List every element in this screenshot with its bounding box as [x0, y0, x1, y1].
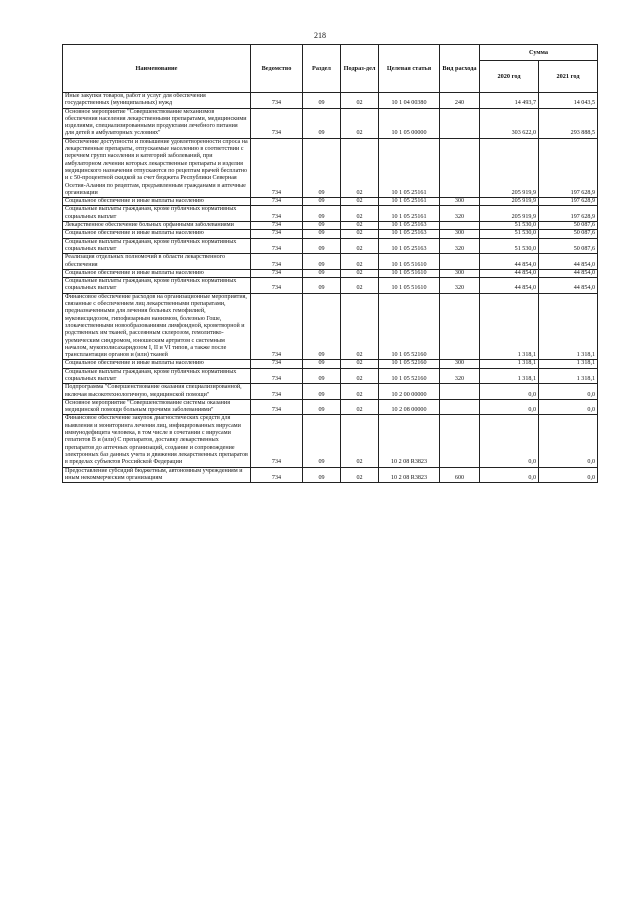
row-target: 10 1 05 52160: [379, 360, 440, 368]
row-target: 10 1 05 52160: [379, 368, 440, 384]
row-name: Основное мероприятие "Совершенствование механизмов обеспечения населения лекарственными препаратами, медицинскими изделиями, специализированными продуктами лечебного питания для детей в амбулаторных условиях": [63, 108, 251, 138]
row-sum-2020: 44 854,0: [480, 269, 539, 277]
row-section: 09: [303, 293, 341, 360]
row-exp-type: [440, 108, 480, 138]
row-name: Лекарственное обеспечение больных орфанными заболеваниями: [63, 222, 251, 230]
row-target: 10 2 00 00000: [379, 384, 440, 400]
row-sum-2021: 44 854,0: [539, 269, 598, 277]
row-target: 10 1 05 25161: [379, 138, 440, 197]
row-sum-2020: 0,0: [480, 384, 539, 400]
row-sum-2020: 51 530,0: [480, 238, 539, 254]
row-target: 10 2 08 00000: [379, 399, 440, 415]
row-name: Иные закупки товаров, работ и услуг для обеспечения государственных (муниципальных) нужд: [63, 93, 251, 109]
row-dept: 734: [251, 206, 303, 222]
row-sum-2020: 0,0: [480, 415, 539, 467]
row-sum-2021: 0,0: [539, 399, 598, 415]
row-sum-2021: 14 043,5: [539, 93, 598, 109]
row-sum-2021: 1 318,1: [539, 293, 598, 360]
row-name: Социальное обеспечение и иные выплаты населению: [63, 269, 251, 277]
row-dept: 734: [251, 138, 303, 197]
row-section: 09: [303, 415, 341, 467]
row-dept: 734: [251, 198, 303, 206]
row-subsection: 02: [341, 360, 379, 368]
row-target: 10 1 05 52160: [379, 293, 440, 360]
row-section: 09: [303, 467, 341, 483]
row-subsection: 02: [341, 230, 379, 238]
row-subsection: 02: [341, 467, 379, 483]
table-row: [63, 384, 598, 400]
row-name: Финансовое обеспечение расходов на организационные мероприятия, связанные с обеспечением лиц лекарственными препаратами, предназначенными для лечения больных гемофилией, муковисцидозом, гипофизарным нанизмом, болезнью Гоше, злокачественными новообразованиями лимфоидной, кроветворной и родственных им тканей, рассеянным склерозом, гемолитико-уремическим синдромом, юношеским артритом с системным началом, мукополисахаридозом I, II и VI типов, а также после трансплантации органов и (или) тканей: [63, 293, 251, 360]
table-row: [63, 198, 598, 206]
table-row: [63, 278, 598, 294]
table-row: [63, 93, 598, 109]
row-exp-type: [440, 384, 480, 400]
row-dept: 734: [251, 230, 303, 238]
row-dept: 734: [251, 415, 303, 467]
row-name: Социальное обеспечение и иные выплаты населению: [63, 198, 251, 206]
row-sum-2021: 197 628,9: [539, 206, 598, 222]
row-target: 10 1 05 51610: [379, 269, 440, 277]
row-section: 09: [303, 384, 341, 400]
row-subsection: 02: [341, 254, 379, 270]
row-target: 10 1 05 25161: [379, 198, 440, 206]
row-sum-2020: 205 919,9: [480, 198, 539, 206]
table-row: [63, 254, 598, 270]
row-sum-2021: 0,0: [539, 384, 598, 400]
row-exp-type: 320: [440, 368, 480, 384]
row-exp-type: 300: [440, 198, 480, 206]
table-row: [63, 206, 598, 222]
row-subsection: 02: [341, 278, 379, 294]
row-target: 10 2 08 R3823: [379, 467, 440, 483]
row-target: 10 1 04 00380: [379, 93, 440, 109]
row-sum-2020: 0,0: [480, 399, 539, 415]
row-section: 09: [303, 108, 341, 138]
row-section: 09: [303, 368, 341, 384]
row-dept: 734: [251, 293, 303, 360]
row-section: 09: [303, 254, 341, 270]
row-dept: 734: [251, 254, 303, 270]
row-sum-2021: 44 854,0: [539, 254, 598, 270]
table-row: [63, 108, 598, 138]
row-section: 09: [303, 238, 341, 254]
row-exp-type: 320: [440, 206, 480, 222]
budget-table: [62, 44, 598, 483]
row-section: 09: [303, 138, 341, 197]
row-dept: 734: [251, 399, 303, 415]
row-sum-2020: 1 318,1: [480, 293, 539, 360]
header-subsection: Подраз-дел: [341, 45, 379, 93]
row-dept: 734: [251, 384, 303, 400]
row-section: 09: [303, 222, 341, 230]
table-row: [63, 138, 598, 197]
row-sum-2021: 50 087,6: [539, 230, 598, 238]
row-subsection: 02: [341, 415, 379, 467]
row-subsection: 02: [341, 384, 379, 400]
row-name: Социальные выплаты гражданам, кроме публичных нормативных социальных выплат: [63, 206, 251, 222]
row-name: Социальные выплаты гражданам, кроме публичных нормативных социальных выплат: [63, 238, 251, 254]
row-sum-2020: 14 493,7: [480, 93, 539, 109]
row-exp-type: [440, 254, 480, 270]
row-exp-type: 300: [440, 230, 480, 238]
page-number: 218: [314, 31, 326, 40]
row-target: 10 2 08 R3823: [379, 415, 440, 467]
row-name: Обеспечение доступности и повышение удовлетворенности спроса на лекарственные препараты, отпускаемые населению в соответствии с перечнем групп населения и категорий заболеваний, при амбулаторном лечении которых лекарственные препараты и изделия медицинского назначения отпускаются по рецептам врачей бесплатно и с 50-процентной скидкой за счет бюджета Республики Северная Осетия-Алания по рецептам, предъявленным гражданами в аптечные организации: [63, 138, 251, 197]
row-exp-type: 600: [440, 467, 480, 483]
table-row: [63, 269, 598, 277]
row-subsection: 02: [341, 108, 379, 138]
table-row: [63, 467, 598, 483]
row-exp-type: 320: [440, 278, 480, 294]
row-section: 09: [303, 230, 341, 238]
row-dept: 734: [251, 222, 303, 230]
row-sum-2020: 1 318,1: [480, 360, 539, 368]
row-sum-2021: 293 888,5: [539, 108, 598, 138]
row-sum-2021: 50 087,6: [539, 238, 598, 254]
row-target: 10 1 05 51610: [379, 278, 440, 294]
table-row: [63, 222, 598, 230]
row-sum-2020: 1 318,1: [480, 368, 539, 384]
row-section: 09: [303, 206, 341, 222]
row-exp-type: [440, 222, 480, 230]
row-subsection: 02: [341, 293, 379, 360]
row-dept: 734: [251, 467, 303, 483]
header-target: Целевая статья: [379, 45, 440, 93]
row-exp-type: 300: [440, 360, 480, 368]
row-dept: 734: [251, 269, 303, 277]
row-exp-type: 240: [440, 93, 480, 109]
header-2021: 2021 год: [539, 61, 598, 93]
row-exp-type: [440, 138, 480, 197]
header-2020: 2020 год: [480, 61, 539, 93]
row-target: 10 1 05 25163: [379, 238, 440, 254]
row-subsection: 02: [341, 222, 379, 230]
row-name: Социальные выплаты гражданам, кроме публичных нормативных социальных выплат: [63, 368, 251, 384]
row-sum-2020: 0,0: [480, 467, 539, 483]
row-sum-2020: 44 854,0: [480, 278, 539, 294]
row-sum-2021: 0,0: [539, 467, 598, 483]
row-section: 09: [303, 269, 341, 277]
table-row: [63, 293, 598, 360]
row-sum-2020: 44 854,0: [480, 254, 539, 270]
row-exp-type: 320: [440, 238, 480, 254]
row-subsection: 02: [341, 206, 379, 222]
row-name: Предоставление субсидий бюджетным, автономным учреждениям и иным некоммерческим организациям: [63, 467, 251, 483]
row-dept: 734: [251, 368, 303, 384]
header-sums: Сумма: [480, 45, 598, 61]
table-row: [63, 415, 598, 467]
row-sum-2021: 197 628,9: [539, 198, 598, 206]
row-section: 09: [303, 198, 341, 206]
row-subsection: 02: [341, 238, 379, 254]
row-sum-2021: 197 628,9: [539, 138, 598, 197]
row-dept: 734: [251, 108, 303, 138]
row-sum-2021: 44 854,0: [539, 278, 598, 294]
row-sum-2020: 303 622,0: [480, 108, 539, 138]
row-sum-2020: 205 919,9: [480, 206, 539, 222]
row-subsection: 02: [341, 138, 379, 197]
row-section: 09: [303, 93, 341, 109]
row-sum-2021: 1 318,1: [539, 360, 598, 368]
row-name: Финансовое обеспечение закупок диагностических средств для выявления и мониторинга лечения лиц, инфицированных вирусами иммунодефицита человека, в том числе в сочетании с вирусами гепатитов B и (или) C препаратов, доставку лекарственных препаратов до аптечных организаций, создание и сопровождение электронных баз данных учета и движения лекарственных препаратов в пределах субъектов Российской Федерации: [63, 415, 251, 467]
row-exp-type: [440, 293, 480, 360]
row-section: 09: [303, 399, 341, 415]
table-row: [63, 368, 598, 384]
table-row: [63, 360, 598, 368]
row-sum-2020: 205 919,9: [480, 138, 539, 197]
row-subsection: 02: [341, 368, 379, 384]
row-sum-2020: 51 530,0: [480, 230, 539, 238]
row-target: 10 1 05 25161: [379, 206, 440, 222]
table-row: [63, 238, 598, 254]
row-target: 10 1 05 00000: [379, 108, 440, 138]
row-name: Социальное обеспечение и иные выплаты населению: [63, 230, 251, 238]
row-sum-2021: 0,0: [539, 415, 598, 467]
row-subsection: 02: [341, 269, 379, 277]
table-row: [63, 399, 598, 415]
header-section: Раздел: [303, 45, 341, 93]
row-name: Основное мероприятие "Совершенствование системы оказания медицинской помощи больным прочими заболеваниями": [63, 399, 251, 415]
row-subsection: 02: [341, 198, 379, 206]
row-target: 10 1 05 25163: [379, 230, 440, 238]
row-dept: 734: [251, 238, 303, 254]
row-subsection: 02: [341, 93, 379, 109]
header-dept: Ведомство: [251, 45, 303, 93]
row-dept: 734: [251, 278, 303, 294]
row-sum-2021: 50 087,6: [539, 222, 598, 230]
row-exp-type: [440, 399, 480, 415]
header-name: Наименование: [63, 45, 251, 93]
header-exp-type: Вид расхода: [440, 45, 480, 93]
row-section: 09: [303, 278, 341, 294]
row-section: 09: [303, 360, 341, 368]
table-row: [63, 230, 598, 238]
row-sum-2021: 1 318,1: [539, 368, 598, 384]
row-name: Социальные выплаты гражданам, кроме публичных нормативных социальных выплат: [63, 278, 251, 294]
row-exp-type: [440, 415, 480, 467]
row-dept: 734: [251, 93, 303, 109]
row-exp-type: 300: [440, 269, 480, 277]
row-target: 10 1 05 25163: [379, 222, 440, 230]
row-name: Подпрограмма "Совершенствование оказания специализированной, включая высокотехнологичную, медицинской помощи": [63, 384, 251, 400]
row-dept: 734: [251, 360, 303, 368]
row-name: Реализация отдельных полномочий в области лекарственного обеспечения: [63, 254, 251, 270]
row-subsection: 02: [341, 399, 379, 415]
row-target: 10 1 05 51610: [379, 254, 440, 270]
row-name: Социальное обеспечение и иные выплаты населению: [63, 360, 251, 368]
row-sum-2020: 51 530,0: [480, 222, 539, 230]
